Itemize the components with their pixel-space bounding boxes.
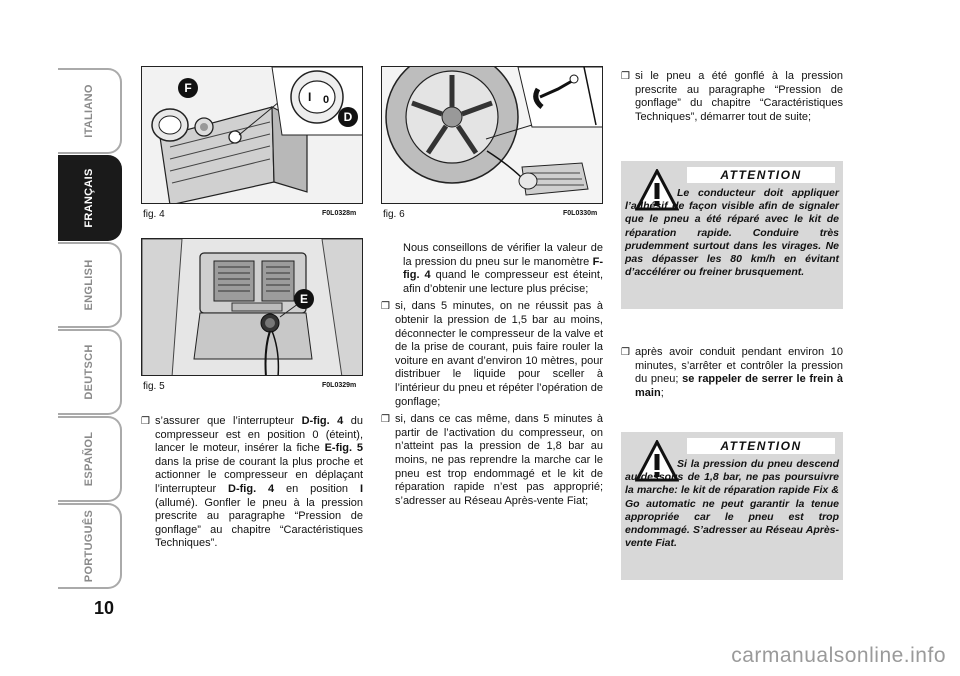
page-number: 10: [94, 598, 115, 618]
attention-title-2: ATTENTION: [687, 438, 835, 454]
instruction-start-driving: ❒ si le pneu a été gonflé à la pression prescrite au paragraphe “Pression de gonflage” du chapitre “Caractéristiques Techniques”, démarrer tout de suite;: [621, 70, 843, 124]
column-3-bullet-start: [621, 70, 843, 124]
watermark: carmanualsonline.info: [731, 644, 946, 667]
tab-francais[interactable]: FRANÇAIS: [58, 155, 122, 241]
attention-text-1: Le conducteur doit appliquer l’adhésif de façon visible afin de signaler que le pneu a été réparé avec le kit de réparation rapide. Conduire très prudemment surtout dans les virages. Ne pas dépasser les 80 km/h en évitant d’accélérer ou freiner brusquement.: [625, 187, 839, 279]
figure-5-code: F0L0329m: [322, 382, 357, 389]
socket-illustration: [142, 239, 363, 376]
tab-english[interactable]: ENGLISH: [58, 242, 122, 328]
callout-f: F: [178, 78, 198, 98]
figure-5-power-socket: [141, 238, 363, 376]
switch-label-off: 0: [323, 94, 330, 106]
callout-e: E: [294, 289, 314, 309]
tab-portugues[interactable]: PORTUGUÊS: [58, 503, 122, 589]
callout-d: D: [338, 107, 358, 127]
attention-title-1: ATTENTION: [687, 167, 835, 183]
tab-deutsch[interactable]: DEUTSCH: [58, 329, 122, 415]
figure-6-caption: fig. 6: [383, 209, 405, 220]
column-1-text: [141, 415, 363, 551]
figure-4-compressor: [141, 66, 363, 204]
column-2-text: [381, 242, 603, 508]
attention-text-2: Si la pression du pneu descend au-dessous de 1,8 bar, ne pas poursuivre la marche: le kit de réparation rapide Fix & Go automatic ne peut garantir la tenue appropriée car le pneu est trop endommagé. S’adresser au Réseau Après-vente Fiat.: [625, 458, 839, 550]
figure-4-code: F0L0328m: [322, 210, 357, 217]
column-3-bullet-handbrake: [621, 346, 843, 400]
switch-label-on: I: [308, 90, 312, 104]
instruction-low-pressure: ❒ si, dans 5 minutes, on ne réussit pas à obtenir la pression de 1,5 bar au moins, déconnecter le compresseur de la valve et de la prise de courant, puis faire rouler la voiture en avant d’environ 10 mètres, pour distribuer le liquide pour sceller à l’intérieur du pneu et répéter l’opération de gonflage;: [381, 300, 603, 409]
tab-italiano[interactable]: ITALIANO: [58, 68, 122, 154]
figure-6-inflating-tyre: [381, 66, 603, 204]
figure-6-code: F0L0330m: [563, 210, 598, 217]
tyre-inflation-illustration: [382, 67, 603, 204]
attention-box-2: [621, 432, 843, 580]
compressor-illustration: [142, 67, 363, 204]
attention-box-1: [621, 161, 843, 309]
tip-pressure-check: Nous conseillons de vérifier la valeur de la pression du pneu sur le manomètre F-fig. 4 quand le compresseur est éteint, afin d’obtenir une lecture plus précise;: [403, 242, 603, 295]
figure-4-caption: fig. 4: [143, 209, 165, 220]
instruction-damaged-tyre: ❒ si, dans ce cas même, dans 5 minutes à partir de l’activation du compresseur, on n’atteint pas la pression de 1,8 bar au moins, ne pas reprendre la marche car le pneu est trop endommagé et le kit de réparation rapide n’est pas approprié; s’adresser au Réseau Après-vente Fiat;: [381, 413, 603, 508]
instruction-check-pressure: ❒ après avoir conduit pendant environ 10 minutes, s’arrêter et contrôler la pression du pneu; se rappeler de serrer le frein à main;: [621, 346, 843, 400]
instruction-switch-on: ❒ s’assurer que l’interrupteur D-fig. 4 du compresseur est en position 0 (éteint), lancer le moteur, insérer la fiche E-fig. 5 dans la prise de courant la plus proche et actionner le compresseur en déplaçant l’interrupteur D-fig. 4 en position I (allumé). Gonfler le pneu à la pression prescrite au paragraphe “Pression de gonflage” au chapitre “Caractéristiques Techniques”.: [141, 415, 363, 551]
tab-espanol[interactable]: ESPAÑOL: [58, 416, 122, 502]
figure-5-caption: fig. 5: [143, 381, 165, 392]
